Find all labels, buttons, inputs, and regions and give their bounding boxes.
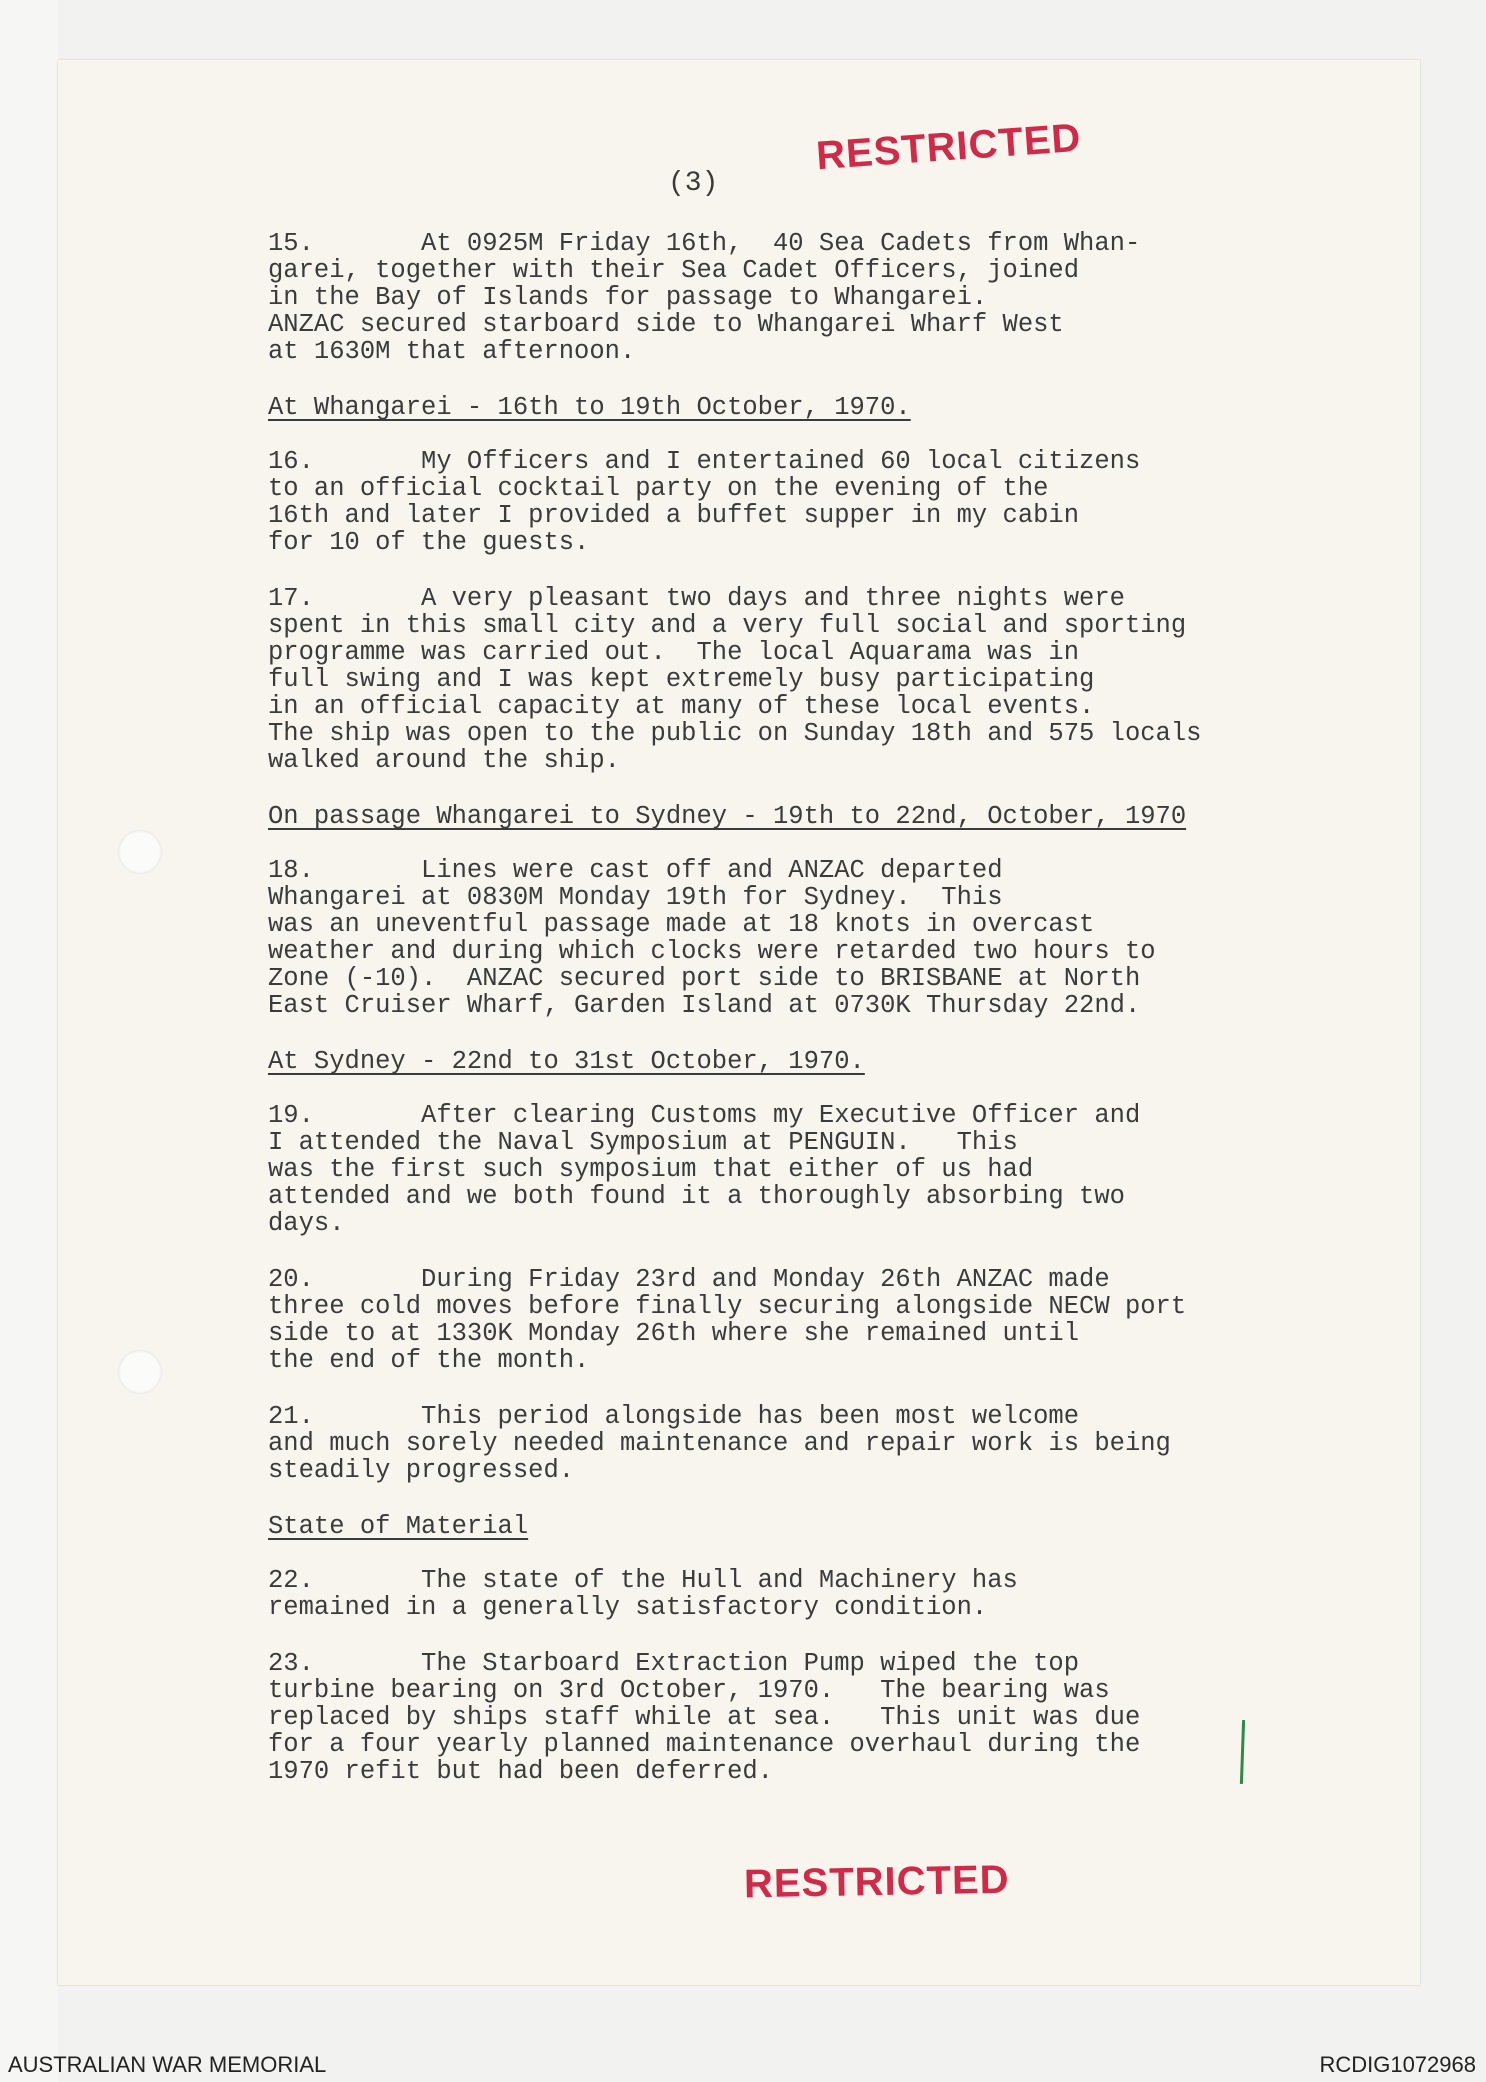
paragraph-line: at 1630M that afternoon. bbox=[268, 337, 636, 366]
paragraph-line: 16. My Officers and I entertained 60 local citizens bbox=[268, 447, 1141, 476]
paragraph-line: garei, together with their Sea Cadet Officers, joined bbox=[268, 256, 1080, 285]
paragraph-line: attended and we both found it a thoroughly absorbing two bbox=[268, 1182, 1125, 1211]
paragraph-line: Whangarei at 0830M Monday 19th for Sydney. This bbox=[268, 883, 1003, 912]
section-heading bbox=[268, 1048, 1358, 1075]
section-heading-text: State of Material bbox=[268, 1512, 529, 1541]
document-body bbox=[268, 230, 1358, 1814]
scan-margin bbox=[0, 0, 58, 2082]
paragraph-line: 18. Lines were cast off and ANZAC departed bbox=[268, 856, 1003, 885]
paragraph-line: for 10 of the guests. bbox=[268, 528, 590, 557]
restricted-stamp-top: RESTRICTED bbox=[814, 115, 1083, 179]
paragraph-line: spent in this small city and a very full social and sporting bbox=[268, 611, 1187, 640]
paragraph-line: for a four yearly planned maintenance overhaul during the bbox=[268, 1730, 1141, 1759]
paragraph-line: was an uneventful passage made at 18 knots in overcast bbox=[268, 910, 1095, 939]
section-heading-text: At Whangarei - 16th to 19th October, 1970. bbox=[268, 393, 911, 422]
paragraph-line: 17. A very pleasant two days and three nights were bbox=[268, 584, 1125, 613]
paragraph-line: The ship was open to the public on Sunday 18th and 575 locals bbox=[268, 719, 1202, 748]
section-heading-text: On passage Whangarei to Sydney - 19th to 22nd, October, 1970 bbox=[268, 802, 1187, 831]
paragraph-line: side to at 1330K Monday 26th where she remained until bbox=[268, 1319, 1080, 1348]
paragraph-line: 23. The Starboard Extraction Pump wiped the top bbox=[268, 1649, 1080, 1678]
punch-hole bbox=[118, 1350, 162, 1394]
paragraph-line: the end of the month. bbox=[268, 1346, 590, 1375]
paragraph-line: days. bbox=[268, 1209, 345, 1238]
page-number: (3) bbox=[668, 168, 719, 199]
paragraph-line: remained in a generally satisfactory condition. bbox=[268, 1593, 988, 1622]
section-heading bbox=[268, 803, 1358, 830]
paragraph-line: programme was carried out. The local Aquarama was in bbox=[268, 638, 1080, 667]
paragraph-line: full swing and I was kept extremely busy participating bbox=[268, 665, 1095, 694]
paragraph-line: in an official capacity at many of these local events. bbox=[268, 692, 1095, 721]
paragraph-line: 1970 refit but had been deferred. bbox=[268, 1757, 773, 1786]
paragraph-line: East Cruiser Wharf, Garden Island at 0730K Thursday 22nd. bbox=[268, 991, 1141, 1020]
numbered-paragraph bbox=[268, 1650, 1358, 1785]
numbered-paragraph bbox=[268, 1266, 1358, 1374]
numbered-paragraph bbox=[268, 1102, 1358, 1237]
footer-id: RCDIG1072968 bbox=[1319, 2052, 1476, 2077]
paragraph-line: 21. This period alongside has been most welcome bbox=[268, 1402, 1080, 1431]
footer-source: AUSTRALIAN WAR MEMORIAL bbox=[8, 2052, 327, 2077]
paragraph-line: Zone (-10). ANZAC secured port side to BRISBANE at North bbox=[268, 964, 1141, 993]
numbered-paragraph bbox=[268, 1403, 1358, 1484]
paragraph-line: to an official cocktail party on the evening of the bbox=[268, 474, 1049, 503]
section-heading bbox=[268, 394, 1358, 421]
restricted-stamp-bottom: RESTRICTED bbox=[743, 1857, 1010, 1907]
paragraph-line: turbine bearing on 3rd October, 1970. The bearing was bbox=[268, 1676, 1110, 1705]
punch-hole bbox=[118, 830, 162, 874]
paragraph-line: weather and during which clocks were retarded two hours to bbox=[268, 937, 1156, 966]
paragraph-line: 20. During Friday 23rd and Monday 26th ANZAC made bbox=[268, 1265, 1110, 1294]
numbered-paragraph bbox=[268, 857, 1358, 1019]
numbered-paragraph bbox=[268, 585, 1358, 774]
paragraph-line: three cold moves before finally securing alongside NECW port bbox=[268, 1292, 1187, 1321]
paragraph-line: walked around the ship. bbox=[268, 746, 620, 775]
paragraph-line: was the first such symposium that either of us had bbox=[268, 1155, 1034, 1184]
paragraph-line: 19. After clearing Customs my Executive Officer and bbox=[268, 1101, 1141, 1130]
numbered-paragraph bbox=[268, 230, 1358, 365]
paragraph-line: steadily progressed. bbox=[268, 1456, 575, 1485]
paragraph-line: I attended the Naval Symposium at PENGUIN. This bbox=[268, 1128, 1018, 1157]
paragraph-line: 15. At 0925M Friday 16th, 40 Sea Cadets from Whan- bbox=[268, 229, 1141, 258]
paragraph-line: 22. The state of the Hull and Machinery has bbox=[268, 1566, 1018, 1595]
paragraph-line: in the Bay of Islands for passage to Whangarei. bbox=[268, 283, 988, 312]
paragraph-line: and much sorely needed maintenance and repair work is being bbox=[268, 1429, 1171, 1458]
document-page bbox=[58, 60, 1420, 1985]
numbered-paragraph bbox=[268, 448, 1358, 556]
section-heading-text: At Sydney - 22nd to 31st October, 1970. bbox=[268, 1047, 865, 1076]
numbered-paragraph bbox=[268, 1567, 1358, 1621]
paragraph-line: replaced by ships staff while at sea. This unit was due bbox=[268, 1703, 1141, 1732]
paragraph-line: 16th and later I provided a buffet supper in my cabin bbox=[268, 501, 1080, 530]
section-heading bbox=[268, 1513, 1358, 1540]
paragraph-line: ANZAC secured starboard side to Whangarei Wharf West bbox=[268, 310, 1064, 339]
